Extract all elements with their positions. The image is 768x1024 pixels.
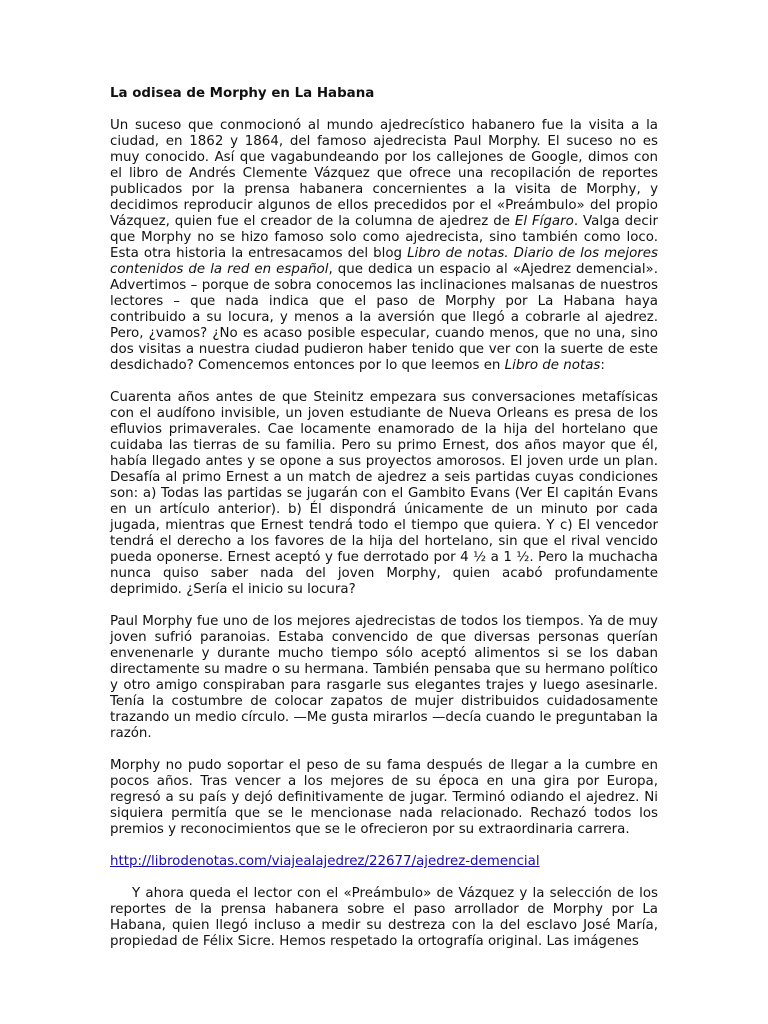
paragraph-intro: [110, 118, 658, 374]
paragraph-retirement: Morphy no pudo soportar el peso de su fama después de llegar a la cumbre en pocos años. Tras vencer a los mejores de su época en una gira por Europa, regresó a su país y dejó definitivamente de jugar. Terminó odiando el ajedrez. Ni siquiera permitía que se le mencionase nada relacionado. Rechazó todos los premios y reconocimientos que se le ofrecieron por su extraordinaria carrera.: [110, 758, 658, 837]
paragraph-intro-text-3: , que dedica un espacio al «Ajedrez demencial». Advertimos – porque de sobra conocemos las inclinaciones malsanas de nuestros lectores – que nada indica que el paso de Morphy por La Habana haya contribuido a su locura, y menos a la aversión que llegó a cobrarle al ajedrez. Pero, ¿vamos? ¿No es acaso posible especular, cuando menos, que no una, sino dos visitas a nuestra ciudad pudieron haber tenido que ver con la suerte de este desdichado? Comencemos entonces por lo que leemos en: [110, 262, 658, 373]
paragraph-steinitz: Cuarenta años antes de que Steinitz empezara sus conversaciones metafísicas con el audífono invisible, un joven estudiante de Nueva Orleans es presa de los efluvios primaverales. Cae locamente enamorado de la hija del hortelano que cuidaba las tierras de su familia. Pero su primo Ernest, dos años mayor que él, había llegado antes y se opone a sus proyectos amorosos. El joven urde un plan. Desafía al primo Ernest a un match de ajedrez a seis partidas cuyas condiciones son: a) Todas las partidas se jugarán con el Gambito Evans (Ver El capitán Evans en un artículo anterior). b) Él dispondrá únicamente de un minuto por cada jugada, mientras que Ernest tendrá todo el tiempo que quiera. Y c) El vencedor tendrá el derecho a los favores de la hija del hortelano, sin que el rival vencido pueda oponerse. Ernest aceptó y fue derrotado por 4 ½ a 1 ½. Pero la muchacha nunca quiso saber nada del joven Morphy, quien acabó profundamente deprimido. ¿Sería el inicio su locura?: [110, 390, 658, 597]
paragraph-paranoia: Paul Morphy fue uno de los mejores ajedrecistas de todos los tiempos. Ya de muy joven sufrió paranoias. Estaba convencido de que diversas personas querían envenenarle y durante mucho tiempo sólo aceptó alimentos si se los daban directamente su madre o su hermana. También pensaba que su hermano político y otro amigo conspiraban para rasgarle sus elegantes trajes y luego asesinarle. Tenía la costumbre de colocar zapatos de mujer distribuidos cuidadosamente trazando un medio círculo. —Me gusta mirarlos —decía cuando le preguntaban la razón.: [110, 614, 658, 741]
paragraph-preambulo: Y ahora queda el lector con el «Preámbulo» de Vázquez y la selección de los reportes de la prensa habanera sobre el paso arrollador de Morphy por La Habana, quien llegó incluso a medir su destreza con la del esclavo José María, propiedad de Félix Sicre. Hemos respetado la ortografía original. Las imágenes: [110, 886, 658, 949]
blog-name-libro-de-notas: Libro de notas: [504, 358, 601, 373]
source-link[interactable]: http://librodenotas.com/viajealajedrez/22677/ajedrez-demencial: [110, 854, 540, 869]
paragraph-intro-text-1: Un suceso que conmocionó al mundo ajedrecístico habanero fue la visita a la ciudad, en 1862 y 1864, del famoso ajedrecista Paul Morphy. El suceso no es muy conocido. Así que vagabundeando por los callejones de Google, dimos con el libro de Andrés Clemente Vázquez que ofrece una recopilación de reportes publicados por la prensa habanera concernientes a la visita de Morphy, y decidimos reproducir algunos de ellos precedidos por el «Preámbulo» del propio Vázquez, quien fue el creador de la columna de ajedrez de: [110, 118, 658, 229]
document-page: [110, 86, 658, 966]
document-title: La odisea de Morphy en La Habana: [110, 86, 375, 101]
newspaper-name-el-figaro: El Fígaro: [514, 214, 574, 229]
paragraph-intro-text-2: . Valga decir que Morphy no se hizo famoso solo como ajedrecista, sino también como loco. Esta otra historia la entresacamos del blog: [110, 214, 658, 261]
paragraph-intro-text-4: :: [600, 358, 605, 373]
blog-name-libro-de-notas-full: Libro de notas. Diario de los mejores contenidos de la red en español: [110, 246, 658, 277]
